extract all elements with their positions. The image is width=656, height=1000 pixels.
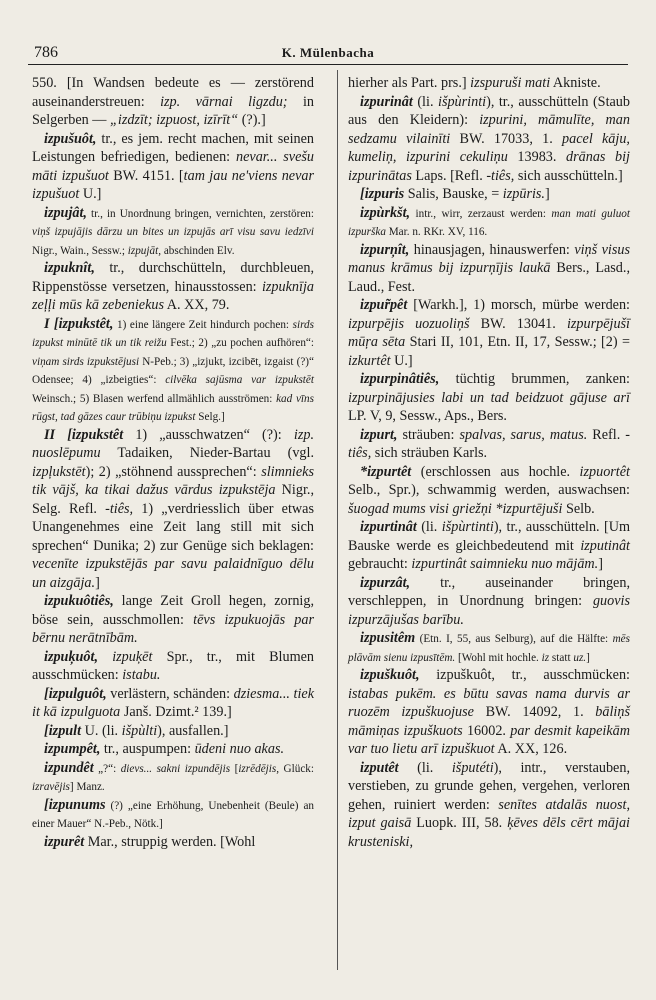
entry-example: šuogad mums visi griežņi *izpurtējuši — [348, 500, 563, 517]
dictionary-entry — [32, 796, 314, 833]
dictionary-entry — [32, 722, 314, 741]
entry-example-small: izpujāt, — [127, 244, 162, 257]
entry-text-small: (?) „eine Erhöhung, Unebenheit (Beule) an einer Mauer“ N.-Peb., Nötk.] — [32, 799, 314, 830]
dictionary-entry — [32, 833, 314, 852]
dictionary-entry — [32, 740, 314, 759]
dictionary-entry — [348, 185, 630, 204]
entry-text: 16002. — [462, 722, 511, 739]
entry-text: ] — [95, 574, 100, 591]
entry-example: drānas bij izpurinātas — [348, 149, 630, 184]
entry-headword: [izpuris — [360, 186, 405, 202]
entry-example: izputinât — [580, 537, 630, 554]
entry-text-small: tr., in Unordnung bringen, vernichten, zerstören: — [86, 207, 314, 220]
left-column — [32, 74, 314, 851]
entry-text-small: Weinsch.; 5) Blasen werfend allmählich ausströmen: — [32, 392, 277, 405]
entry-example: pacel kāju, kumeliņ, izpurini cekuliņu — [348, 130, 630, 165]
dictionary-entry — [348, 759, 630, 852]
entry-text: verlästern, schänden: — [106, 685, 234, 702]
entry-headword: izpurinât — [360, 93, 413, 110]
entry-headword: izpundêt — [44, 759, 94, 776]
entry-text: tr., durchschütteln, durchbleuen, Rippenstösse versetzen, hinausstossen: — [32, 260, 314, 295]
entry-example: izpūris. — [502, 186, 545, 202]
right-column — [348, 74, 630, 851]
entry-headword: [izpunums — [44, 796, 106, 813]
page-number: 786 — [34, 44, 58, 61]
entry-text: ); 2) „stöhnend aussprechen“: — [85, 463, 262, 480]
entry-text-small: N-Peb.; 3) „izjukt, izcibēt, izgaist (?)“ Odensee; 4) „izbeigties“: — [32, 355, 314, 386]
entry-text: 13983. — [507, 149, 567, 165]
entry-text: A. XX, 79. — [164, 297, 230, 313]
entry-example: izp. nuoslēpumu — [32, 426, 314, 461]
running-head: K. Mülenbacha — [281, 45, 375, 60]
entry-text-small: ] — [586, 651, 590, 664]
entry-example: -tiês, — [348, 426, 630, 461]
dictionary-entry — [348, 74, 630, 93]
entry-text: U. (li. — [81, 722, 122, 739]
entry-text: ), ausfallen.] — [157, 722, 229, 739]
entry-text: BW. 4151. [ — [108, 167, 184, 184]
entry-headword: izpujât, — [44, 204, 87, 221]
dictionary-entry — [348, 241, 630, 297]
entry-headword: izpušuôt, — [44, 130, 97, 147]
entry-example: išpùrinti — [438, 93, 487, 110]
dictionary-entry — [348, 666, 630, 759]
entry-text: hierher als Part. prs.] — [348, 75, 471, 91]
dictionary-entry — [32, 648, 314, 685]
dictionary-entry — [348, 629, 630, 666]
entry-example: izpurtinât saimnieku nuo mājām. — [411, 556, 599, 572]
entry-example-small: iz — [541, 651, 550, 664]
entry-example: istabu. — [122, 667, 161, 683]
entry-text-small: „?“: — [93, 762, 121, 775]
entry-example: ūdeni nuo akas. — [194, 741, 285, 757]
entry-example: tam jau ne'viens nevar izpušuot — [32, 167, 314, 202]
entry-example-small: viņam sirds izpukstējusi — [32, 355, 140, 368]
entry-text: BW. 13041. — [469, 315, 567, 332]
entry-text: U.] — [79, 186, 102, 202]
dictionary-entry — [32, 759, 314, 796]
entry-text: sich sträuben Karls. — [371, 445, 488, 461]
entry-headword: izpuķuôt, — [44, 648, 99, 665]
entry-headword: II [izpukstêt — [44, 426, 124, 443]
entry-text: ), intr., verstauben, verstieben, zu grunde gehen, vergehen, verloren gehen, ruiniert werden: — [348, 759, 630, 813]
dictionary-entry — [348, 574, 630, 630]
entry-example: izpļukstēt — [32, 463, 86, 480]
dictionary-entry — [32, 426, 314, 593]
entry-text: Laps. [Refl. — [411, 167, 487, 184]
entry-example: izpuķēt — [112, 648, 153, 665]
entry-headword: [izpulguôt, — [44, 685, 107, 702]
entry-text: tr., auseinander bringen, verschleppen, in Unordnung bringen: — [348, 574, 630, 609]
entry-headword: izpumpêt, — [44, 741, 101, 757]
entry-example-small: dievs... sakni izpundējis — [120, 762, 231, 775]
entry-example: -tiês, — [105, 500, 134, 517]
entry-example-small: man mati guluot izpurška — [348, 207, 630, 238]
dictionary-entry — [32, 74, 314, 130]
entry-example: „izdzīt; izpuost, izīrīt“ — [110, 112, 239, 128]
entry-headword: izpurêt — [44, 833, 85, 850]
entry-headword: izpurzât, — [360, 574, 411, 591]
entry-text-small: abschinden Elv. — [161, 244, 235, 257]
entry-example-small: sirds izpukst minūtē tik un tik reižu — [32, 318, 314, 349]
entry-example-small: cilvēka sajūsma var izpukstēt — [165, 374, 314, 386]
entry-text: BW. 17033, 1. — [450, 130, 563, 147]
entry-text: Akniste. — [550, 75, 601, 91]
entry-example: izpurpinājusies labi un tad beidzuot gājuse arī — [348, 389, 630, 406]
entry-example: par desmit kapeikām var tuo lietu arī izpuškuot — [348, 722, 630, 757]
entry-text: [Warkh.], 1) morsch, mürbe werden: — [407, 297, 630, 313]
entry-text: (li. — [416, 519, 442, 535]
entry-example-small: mēs plāvām sienu izpusītēm. — [348, 633, 630, 664]
entry-text: sich ausschütteln.] — [514, 167, 623, 184]
entry-text: U.] — [390, 352, 413, 369]
entry-headword: izpurpinâtiês, — [360, 371, 440, 387]
entry-headword: izpurt, — [360, 426, 398, 443]
entry-text-small: (Etn. I, 55, aus Selburg), auf die Hälfte: — [415, 633, 613, 645]
entry-text: Janš. Dzimt.² 139.] — [120, 704, 232, 720]
entry-example: bāliņš māmiņas izpuškuots — [348, 704, 630, 739]
entry-text: BW. 14092, 1. — [473, 704, 596, 720]
entry-text: ] — [598, 556, 603, 572]
entry-example: ķēves dēls cērt mājai krusteniski, — [348, 815, 631, 850]
page-header — [22, 44, 634, 64]
entry-text: in Selgerben — — [32, 93, 314, 128]
entry-example-small: uz. — [573, 651, 587, 664]
entry-text: hinausjagen, hinauswerfen: — [409, 241, 575, 258]
entry-example: dziesma... tiek it kā izpulguota — [32, 685, 314, 720]
entry-text: izpuškuôt, tr., ausschmücken: — [419, 667, 630, 683]
entry-text-small: Nigr., Wain., Sessw.; — [32, 244, 128, 257]
entry-text-small: Fest.; 2) „zu pochen aufhören“: — [166, 337, 314, 349]
entry-text: lange Zeit Groll hegen, zornig, böse sein, ausschmollen: — [32, 593, 314, 628]
entry-text-small: [ — [230, 762, 239, 775]
entry-text: A. XX, 126. — [494, 741, 568, 757]
entry-example-small: izrēdējis, — [238, 762, 280, 775]
entry-text: Luopk. III, 58. — [411, 815, 508, 831]
entry-example: izp. vārnai ligzdu; — [160, 93, 288, 110]
entry-headword: izpur̃pêt — [360, 297, 408, 313]
entry-example: viņš visus manus krāmus bij izpurņījis laukā — [348, 241, 630, 276]
entry-example: guovis izpurzājušas barību. — [348, 593, 630, 628]
entry-text-small: statt — [549, 651, 574, 664]
entry-text: 1) „ausschwatzen“ (?): — [123, 426, 294, 443]
entry-text: Nigr., Selg. Refl. — [32, 482, 314, 517]
entry-example: išpùrtinti — [441, 519, 494, 535]
column-divider — [337, 70, 338, 970]
entry-example: spalvas, sarus, matus. — [459, 426, 588, 443]
entry-text: Selb. — [562, 500, 595, 517]
entry-text-small: ] Manz. — [69, 781, 105, 793]
dictionary-entry — [32, 204, 314, 260]
dictionary-entry — [348, 370, 630, 426]
entry-text — [98, 649, 112, 665]
entry-text: gebraucht: — [348, 556, 412, 572]
entry-text: (li. — [412, 93, 438, 110]
entry-example: izpuortêt — [579, 463, 630, 480]
entry-headword: izpukuôtiês, — [44, 593, 114, 609]
entry-text-small: Mar. n. RKr. XV, 116. — [385, 226, 488, 238]
entry-text: Mar., struppig werden. [Wohl — [84, 833, 256, 850]
dictionary-entry — [32, 315, 314, 426]
entry-text: tüchtig brummen, zanken: — [439, 371, 630, 387]
entry-text: 550. [In Wandsen bedeute es — zerstörend auseinanderstreuen: — [32, 75, 314, 110]
dictionary-entry — [32, 685, 314, 722]
entry-example-small: izravējis — [32, 781, 70, 793]
entry-headword: izpurtinât — [360, 519, 417, 535]
entry-example: izpurpējis uozuoliņš — [348, 315, 470, 332]
entry-text: ), tr., ausschütteln. [Um Bauske werde es gleichbedeutend mit — [348, 519, 631, 554]
entry-text: Spr., tr., mit Blumen ausschmücken: — [32, 648, 315, 683]
entry-example: izpurini, māmulīte, man sedzamu vilainīti — [348, 112, 630, 147]
entry-headword: [izpult — [44, 722, 82, 739]
entry-headword: izpuškuôt, — [360, 667, 420, 683]
entry-example: istabas pukēm. es būtu savas nama durvis ar ruozēm izpuškuojuse — [348, 685, 630, 720]
entry-text-small: Selg.] — [195, 411, 225, 423]
entry-text: tr., auspumpen: — [100, 741, 195, 757]
entry-example: tēvs izpukuojās par bērnu nerātnībām. — [32, 611, 314, 646]
header-rule — [28, 64, 628, 65]
entry-text: Selb., Spr.), schwammig werden, auswachsen: — [348, 482, 630, 498]
entry-text: Tadaiken, Nieder-Bartau (vgl. — [100, 445, 314, 461]
dictionary-entry — [348, 518, 630, 574]
entry-text: ), tr., ausschütteln (Staub aus den Kleidern): — [348, 93, 630, 128]
dictionary-entry — [348, 204, 630, 241]
entry-headword: izpusitêm — [360, 630, 416, 646]
entry-example: izkurtêt — [348, 352, 391, 369]
entry-text: ] — [544, 186, 550, 202]
entry-text-small: Glück: — [279, 762, 314, 775]
entry-text: tr., es jem. recht machen, mit seinen Leistungen befriedigen, bedienen: — [32, 130, 314, 165]
entry-text: (erschlossen aus hochle. — [411, 463, 580, 480]
entry-example: išpùlti — [121, 722, 158, 739]
dictionary-entry — [348, 296, 630, 370]
entry-text: Salis, Bauske, = — [404, 186, 503, 202]
entry-text: 1) „verdriesslich über etwas Unangenehmes eine Zeit lang still mit sich sprechen“ Dunika; 2) zur Genüge sich beklagen: — [32, 500, 314, 554]
dictionary-entry — [32, 592, 314, 648]
entry-example: išputéti — [451, 759, 494, 776]
entry-text-small: intr., wirr, zerzaust werden: — [410, 207, 552, 220]
entry-example: izspuruši mati — [470, 75, 551, 91]
dictionary-entry — [32, 130, 314, 204]
entry-headword: *izpurtêt — [360, 463, 412, 480]
dictionary-entry — [32, 259, 314, 315]
entry-text: (?).] — [238, 112, 266, 128]
entry-example: senītes atdalās nuost, izput gaisā — [348, 796, 631, 831]
dictionary-entry — [348, 93, 630, 186]
entry-example-small: viņš izpujājis dārzu un bites un izpujās arī visu savu iedzīvi — [32, 226, 314, 238]
entry-headword: I [izpukstêt, — [44, 315, 114, 332]
entry-example-small: kad vīns rūgst, tad gāzes caur trūbiņu izpukst — [32, 392, 314, 423]
entry-example: izpuknīja zeļļi mūs kā zebeniekus — [32, 278, 314, 313]
entry-text: LP. V, 9, Sessw., Aps., Bers. — [348, 408, 507, 424]
entry-example: nevar... svešu māti izpušuot — [32, 149, 314, 184]
dictionary-entry — [348, 463, 630, 519]
entry-text-small: [Wohl mit hochle. — [455, 651, 542, 664]
entry-text: sträuben: — [397, 426, 460, 443]
entry-text-small: 1) eine längere Zeit hindurch pochen: — [113, 318, 293, 331]
entry-text: Refl. — [587, 426, 626, 443]
entry-headword: izpùrkšt, — [360, 204, 411, 221]
entry-headword: izpurņît, — [360, 241, 410, 258]
entry-example: slimnieks tik vājš, ka tikai dažus vārdus izpukstēja — [32, 463, 314, 498]
entry-text: Bers., Lasd., Laud., Fest. — [348, 260, 630, 295]
entry-headword: izputêt — [360, 759, 399, 776]
entry-example: -tiês, — [486, 167, 515, 184]
entry-example: izpurpējušī mūŗa sēta — [348, 315, 630, 350]
entry-headword: izpuknît, — [44, 260, 95, 276]
entry-example: vecenīte izpukstējās par savu palaidnīguo dēlu un aizgāja. — [32, 556, 314, 591]
entry-text: Stari II, 101, Etn. II, 17, Sessw.; [2) = — [405, 334, 631, 350]
entry-text: (li. — [398, 759, 452, 776]
dictionary-entry — [348, 426, 630, 463]
